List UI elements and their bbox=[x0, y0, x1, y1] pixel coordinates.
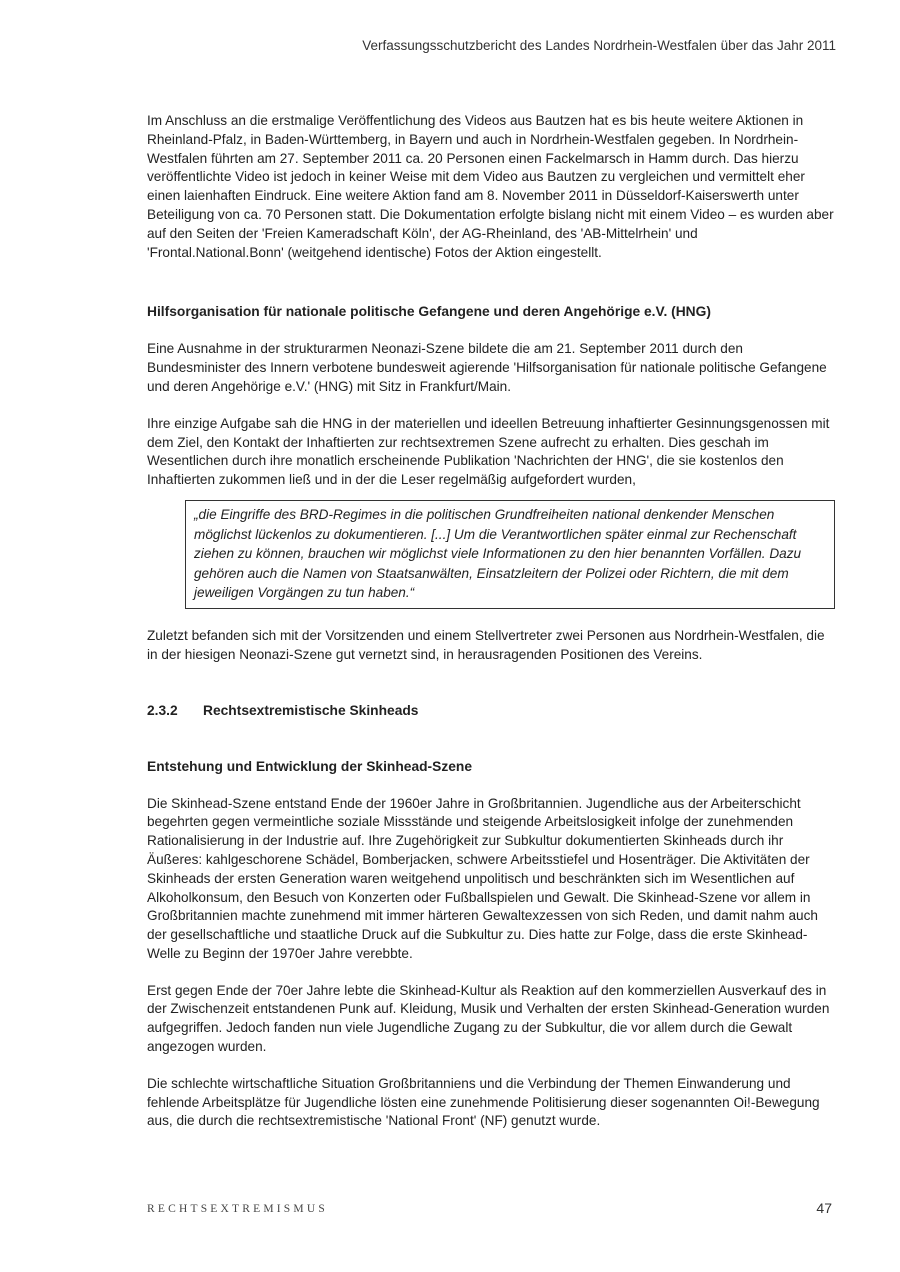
hng-heading: Hilfsorganisation für nationale politische Gefangene und deren Angehörige e.V. (HNG) bbox=[147, 304, 711, 320]
section-number: 2.3.2 bbox=[147, 702, 178, 718]
page-body bbox=[147, 112, 837, 1131]
skinheads-heading: Entstehung und Entwicklung der Skinhead-Szene bbox=[147, 758, 473, 774]
footer-section-label: RECHTSEXTREMISMUS bbox=[147, 1203, 328, 1215]
hng-paragraph-3: Zuletzt befanden sich mit der Vorsitzenden und einem Stellvertreter zwei Personen aus Nordrhein-Westfalen, die in der hiesigen Neonazi-Szene gut vernetzt sind, in herausragenden Positionen des Vereins. bbox=[147, 627, 825, 662]
skinheads-paragraph-1: Die Skinhead-Szene entstand Ende der 1960er Jahre in Großbritannien. Jugendliche aus der Arbeiterschicht begehrten gegen vermeintliche soziale Missstände und steigende Arbeitslosigkeit infolge der zunehmenden Rationalisierung in der Industrie auf. Ihre Zugehörigkeit zur Subkultur dokumentierten Skinheads durch ihr Äußeres: kahlgeschorene Schädel, Bomberjacken, schwere Arbeitsstiefel und Hosenträger. Die Aktivitäten der Skinheads der ersten Generation waren weitgehend unpolitisch und beschränkten sich im Wesentlichen auf Alkoholkonsum, den Besuch von Konzerten oder Fußballspielen und Gewalt. Die Skinhead-Szene vor allem in Großbritannien machte zunehmend mit immer härteren Gewaltexzessen von sich Reden, und damit nahm auch der gesellschaftliche und staatliche Druck auf die Subkultur zu. Dies hatte zur Folge, dass die erste Skinhead-Welle zu Beginn der 1970er Jahre verebbte. bbox=[147, 795, 818, 961]
skinheads-paragraph-2: Erst gegen Ende der 70er Jahre lebte die Skinhead-Kultur als Reaktion auf den kommerziellen Ausverkauf des in der Zwischenzeit entstandenen Punk auf. Kleidung, Musik und Verhalten der ersten Skinhead-Generation wurden aufgegriffen. Jedoch fanden nun viele Jugendliche Zugang zu der Subkultur, die vor allem durch die Gewalt angezogen wurden. bbox=[147, 982, 830, 1055]
quote-box: „die Eingriffe des BRD-Regimes in die politischen Grundfreiheiten national denkender Menschen möglichst lückenlos zu dokumentieren. [...] Um die Verantwortlichen später einmal zur Rechenschaft ziehen zu können, brauchen wir möglichst viele Informationen zu den hier benannten Vorfällen. Dazu gehören auch die Namen von Staatsanwälten, Einsatzleitern der Polizei oder Richtern, die mit dem jeweiligen Vorgängen zu tun haben.“ bbox=[185, 500, 835, 609]
hng-paragraph-1: Eine Ausnahme in der strukturarmen Neonazi-Szene bildete die am 21. September 2011 durch den Bundesminister des Innern verbotene bundesweit agierende 'Hilfsorganisation für nationale politische Gefangene und deren Angehörige e.V.' (HNG) mit Sitz in Frankfurt/Main. bbox=[147, 341, 827, 394]
section-heading bbox=[147, 701, 837, 721]
hng-paragraph-2: Ihre einzige Aufgabe sah die HNG in der materiellen und ideellen Betreuung inhaftierter Gesinnungsgenossen mit dem Ziel, den Kontakt der Inhaftierten zur rechtsextremen Szene aufrecht zu erhalten. Dies geschah im Wesentlichen durch ihre monatlich erscheinende Publikation 'Nachrichten der HNG', die sie kostenlos den Inhaftierten zukommen ließ und in der die Leser regelmäßig aufgefordert wurden, bbox=[147, 415, 830, 488]
page-number: 47 bbox=[816, 1200, 832, 1216]
section-title: Rechtsextremistische Skinheads bbox=[203, 702, 419, 718]
running-header: Verfassungsschutzbericht des Landes Nordrhein-Westfalen über das Jahr 2011 bbox=[362, 38, 836, 53]
skinheads-paragraph-3: Die schlechte wirtschaftliche Situation Großbritanniens und die Verbindung der Themen Einwanderung und fehlende Arbeitsplätze für Jugendliche lösten eine zunehmende Politisierung dieser sogenannten Oi!-Bewegung aus, die durch die rechtsextremistische 'National Front' (NF) genutzt wurde. bbox=[147, 1075, 820, 1129]
intro-paragraph: Im Anschluss an die erstmalige Veröffentlichung des Videos aus Bautzen hat es bis heute weitere Aktionen in Rheinland-Pfalz, in Baden-Württemberg, in Bayern und auch in Nordrhein-Westfalen gegeben. In Nordrhein-Westfalen führten am 27. September 2011 ca. 20 Personen einen Fackelmarsch in Hamm durch. Das hierzu veröffentlichte Video ist jedoch in keiner Weise mit dem Video aus Bautzen zu vergleichen und vermittelt eher einen laienhaften Eindruck. Eine weitere Aktion fand am 8. November 2011 in Düsseldorf-Kaiserswerth unter Beteiligung von ca. 70 Personen statt. Die Dokumentation erfolgte bislang nicht mit einem Video – es wurden aber auf den Seiten der 'Freien Kameradschaft Köln', der AG-Rheinland, des 'AB-Mittelrhein' und 'Frontal.National.Bonn' (weitgehend identische) Fotos der Aktion eingestellt. bbox=[147, 113, 834, 260]
